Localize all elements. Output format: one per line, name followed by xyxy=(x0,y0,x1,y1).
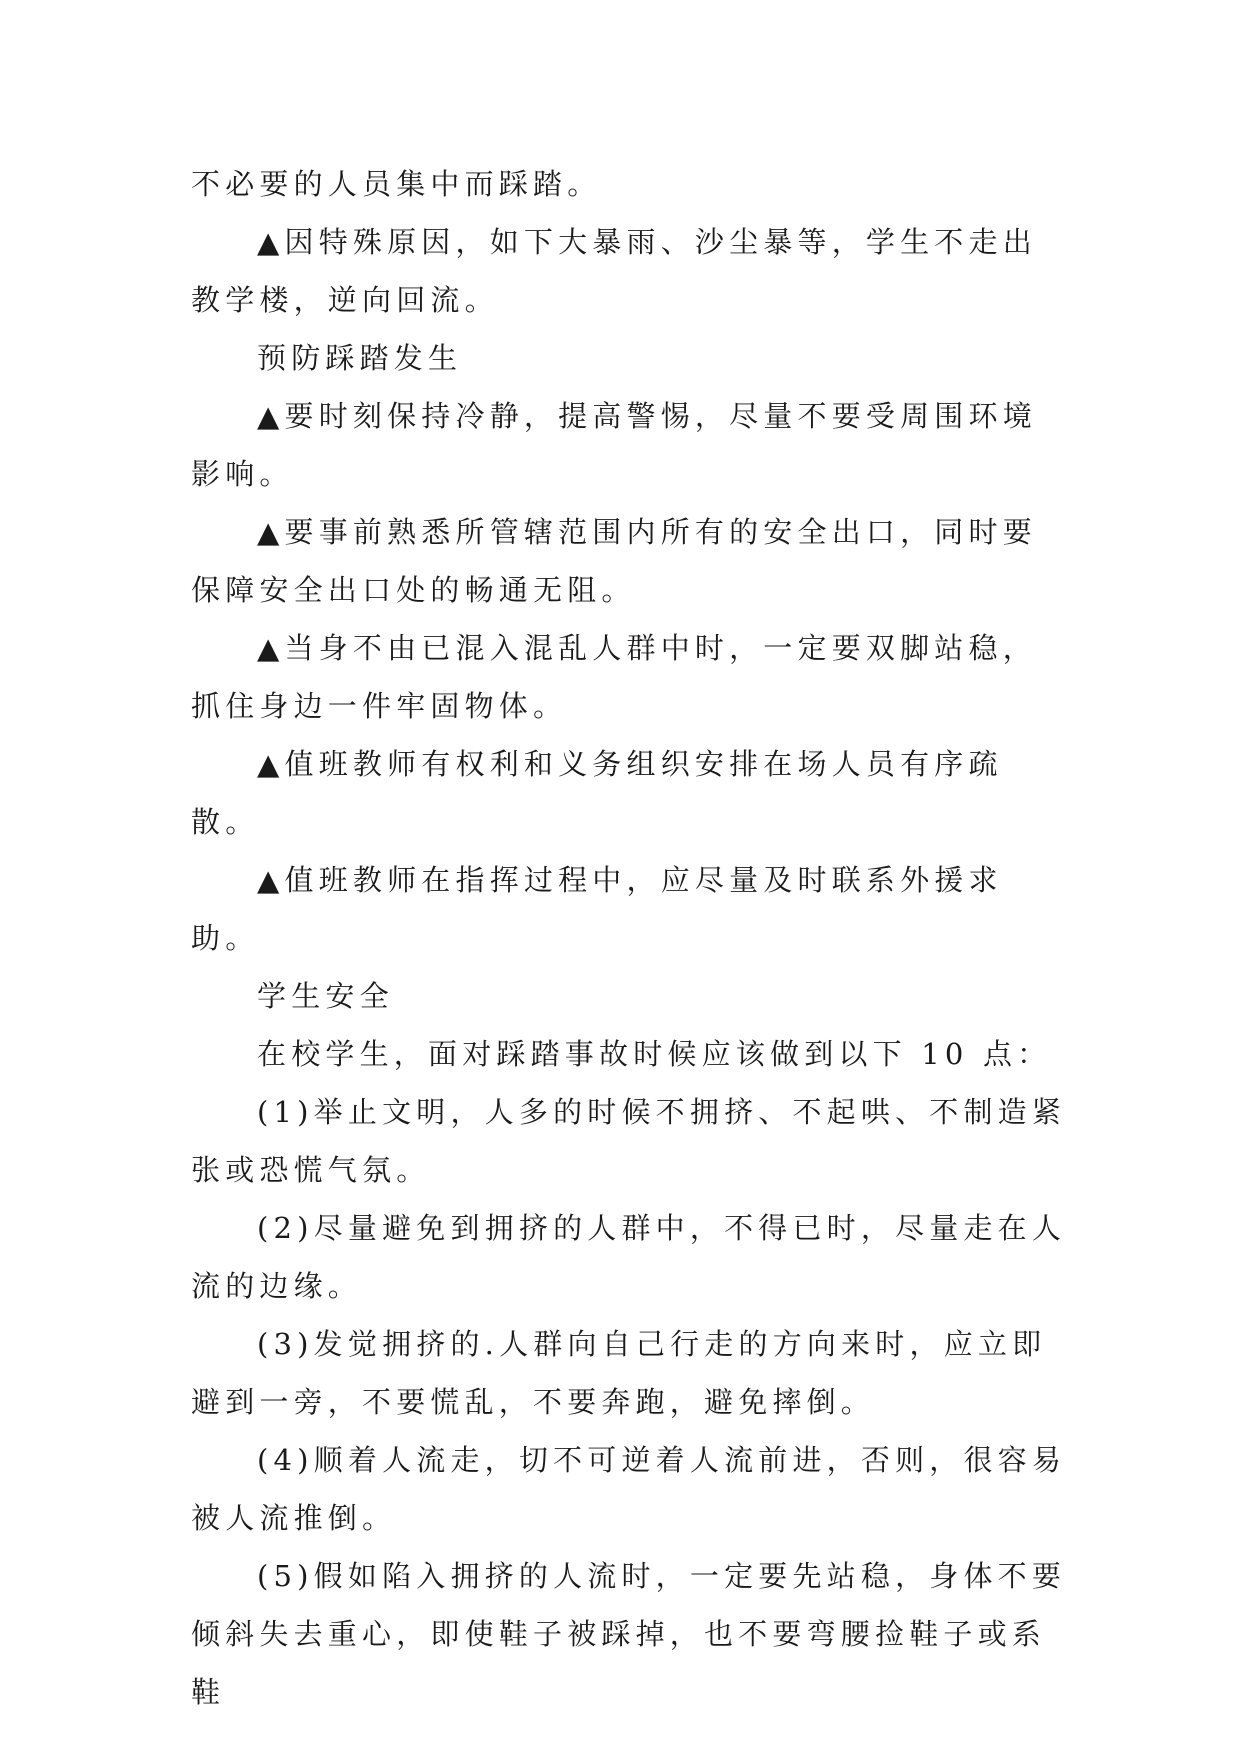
list-item: (4)顺着人流走，切不可逆着人流前进，否则，很容易被人流推倒。 xyxy=(191,1443,1067,1535)
section-heading: 预防踩踏发生 xyxy=(257,341,463,375)
paragraph: 在校学生，面对踩踏事故时候应该做到以下 10 点： xyxy=(257,1037,1052,1071)
list-item: (5)假如陷入拥挤的人流时，一定要先站稳，身体不要倾斜失去重心，即使鞋子被踩掉，也不要弯腰捡鞋子或系鞋 xyxy=(191,1559,1067,1709)
list-item: (3)发觉拥挤的.人群向自己行走的方向来时，应立即避到一旁，不要慌乱，不要奔跑，避免摔倒。 xyxy=(191,1327,1047,1419)
list-item: (1)举止文明，人多的时候不拥挤、不起哄、不制造紧张或恐慌气氛。 xyxy=(191,1095,1067,1187)
paragraph: ▲当身不由已混入混乱人群中时，一定要双脚站稳，抓住身边一件牢固物体。 xyxy=(191,631,1037,723)
paragraph: 不必要的人员集中而踩踏。 xyxy=(191,167,602,201)
section-heading: 学生安全 xyxy=(257,979,394,1013)
document-body xyxy=(191,155,1071,1721)
paragraph: ▲值班教师有权利和义务组织安排在场人员有序疏散。 xyxy=(191,747,1003,839)
paragraph: ▲要时刻保持冷静，提高警惕，尽量不要受周围环境影响。 xyxy=(191,399,1037,491)
list-item: (2)尽量避免到拥挤的人群中，不得已时，尽量走在人流的边缘。 xyxy=(191,1211,1067,1303)
paragraph: ▲值班教师在指挥过程中，应尽量及时联系外援求助。 xyxy=(191,863,1003,955)
paragraph: ▲要事前熟悉所管辖范围内所有的安全出口，同时要保障安全出口处的畅通无阻。 xyxy=(191,515,1037,607)
paragraph: ▲因特殊原因，如下大暴雨、沙尘暴等，学生不走出教学楼，逆向回流。 xyxy=(191,225,1037,317)
